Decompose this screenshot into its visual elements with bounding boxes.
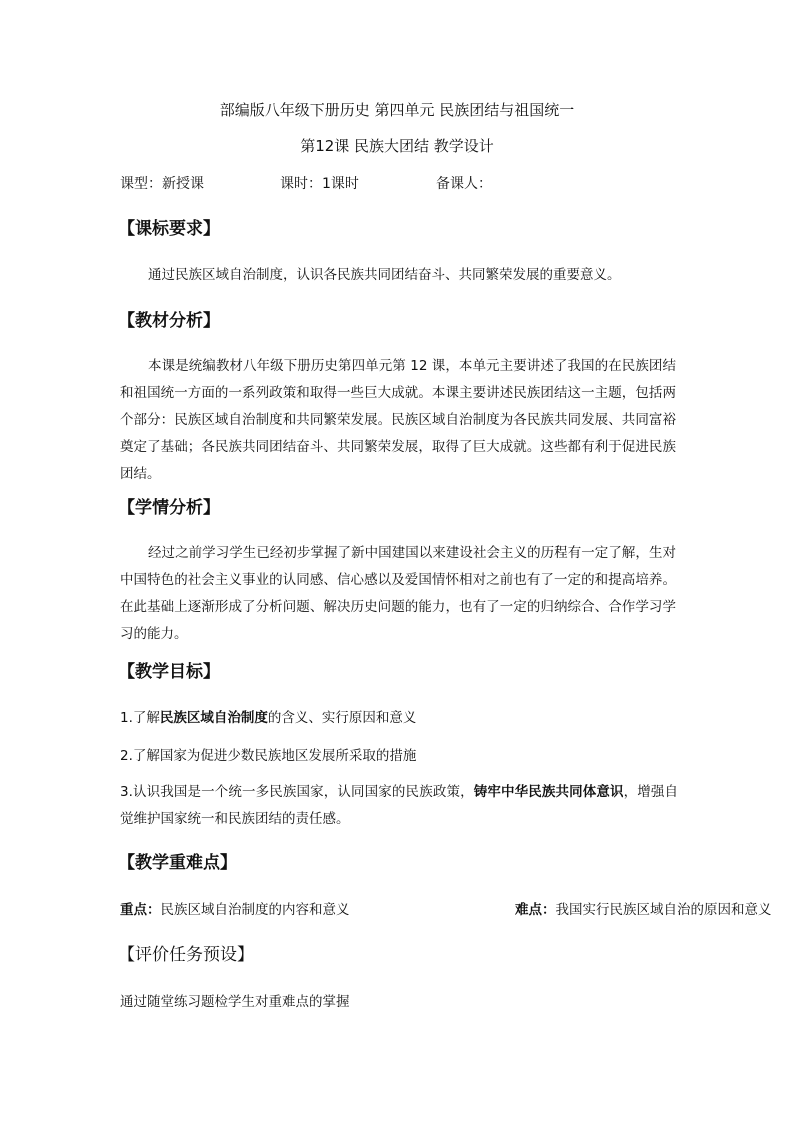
lesson-hours: 课时：1课时 [280,176,359,192]
document-title: 部编版八年级下册历史 第四单元 民族团结与祖国统一 [219,101,575,119]
hard-label: 难点： [515,902,556,918]
heading-evaluation: 【评价任务预设】 [118,945,254,965]
hard-text: 我国实行民族区域自治的原因和意义 [555,902,772,918]
standards-text: 通过民族区域自治制度，认识各民族共同团结奋斗、共同繁荣发展的重要意义。 [148,267,621,283]
evaluation-text: 通过随堂练习题检学生对重难点的掌握 [120,994,350,1010]
key-label: 重点： [120,902,161,918]
goal-item-2: 2.了解国家为促进少数民族地区发展所采取的措施 [120,748,417,764]
heading-textbook: 【教材分析】 [118,311,220,331]
lesson-preparer: 备课人： [436,176,492,192]
keypoints-line [120,897,772,924]
students-text: 经过之前学习学生已经初步掌握了新中国建国以来建设社会主义的历程有一定了解，生对中国特色的社会主义事业的认同感、信心感以及爱国情怀相对之前也有了一定的和提高培养。在此基础上逐渐形成了分析问题、解决历史问题的能力，也有了一定的归纳综合、合作学习学习的能力。 [120,545,676,642]
goal-item-3: 3.认识我国是一个统一多民族国家，认同国家的民族政策，铸牢中华民族共同体意识，增强自觉维护国家统一和民族团结的责任感。 [120,784,678,827]
goal-item-1: 1.了解民族区域自治制度的含义、实行原因和意义 [120,710,417,726]
heading-students: 【学情分析】 [118,498,220,518]
key-text: 民族区域自治制度的内容和意义 [160,902,350,918]
goal-item-1-emphasis: 民族区域自治制度 [159,710,268,726]
heading-goals: 【教学目标】 [118,662,220,682]
heading-keypoints: 【教学重难点】 [118,853,237,873]
textbook-text: 本课是统编教材八年级下册历史第四单元第 12 课，本单元主要讲述了我国的在民族团结和祖国统一方面的一系列政策和取得一些巨大成就。本课主要讲述民族团结这一主题，包括两个部分：民族区域自治制度和共同繁荣发展。民族区域自治制度为各民族共同发展、共同富裕奠定了基础；各民族共同团结奋斗、共同繁荣发展，取得了巨大成就。这些都有利于促进民族团结。 [120,358,676,482]
lesson-title: 第12课 民族大团结 教学设计 [300,137,494,155]
hard-point [515,897,772,924]
goal-item-3-emphasis: 铸牢中华民族共同体意识 [473,784,624,800]
lesson-type: 课型：新授课 [120,176,204,192]
heading-standards: 【课标要求】 [118,219,220,239]
